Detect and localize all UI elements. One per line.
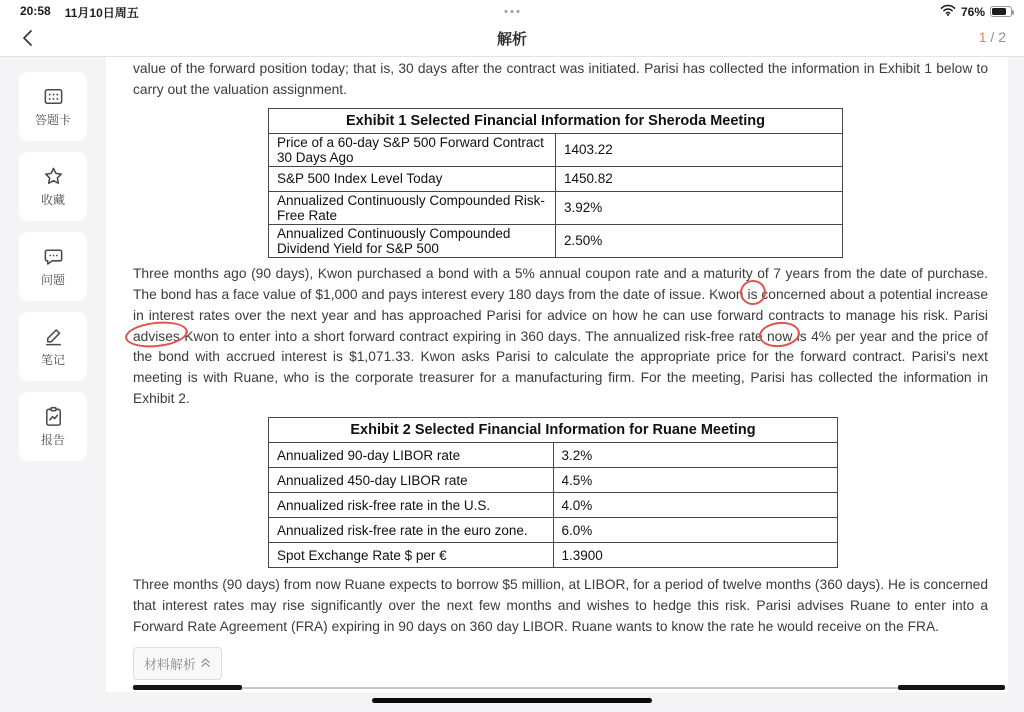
sidebar-item-questions[interactable] [19,232,87,301]
table-row [269,518,838,543]
table-cell-value: 3.92% [556,191,843,224]
table-cell-value: 3.2% [553,443,838,468]
table-cell-value: 1450.82 [556,166,843,191]
table-row [269,133,843,166]
scrollbar-track [133,687,1005,689]
table-row [269,443,838,468]
page-total: 2 [998,29,1006,45]
material-analysis-label: 材料解析 [144,656,197,672]
scrollbar-thumb-right[interactable] [898,685,1005,690]
document-panel [106,57,1008,692]
table-cell-label: Price of a 60-day S&P 500 Forward Contract 30 Days Ago [269,133,556,166]
status-date: 11月10日周五 [64,6,139,20]
sidebar-item-label: 问题 [40,273,65,287]
table-cell-value: 1403.22 [556,133,843,166]
red-circle-annotation: is [747,286,758,302]
sidebar-item-label: 报告 [40,433,65,447]
sidebar-item-label: 笔记 [40,353,65,367]
scrollbar-thumb-left[interactable] [133,685,242,690]
material-analysis-button[interactable] [133,647,222,680]
table-cell-label: Annualized Continuously Compounded Dividend Yield for S&P 500 [269,224,556,257]
intro-paragraph: value of the forward position today; that is, 30 days after the contract was initiated. Parisi has collected the information in Exhibit 1 below to carry out the valuation assignment. [133,61,988,97]
paragraph-kwon [133,264,988,410]
table-row [269,543,838,568]
table-cell-label: Annualized risk-free rate in the U.S. [269,493,554,518]
collapse-up-icon [200,656,211,671]
text-segment: Three months ago (90 days), Kwon purchased a bond with a 5% annual coupon rate and a maturity of 7 years from the date of purchase. The bond has a face value of $1,000 and pays interest every 180 days from the date of issue. Kwon [133,265,988,302]
sidebar-item-notes[interactable] [19,312,87,381]
sidebar-item-answer-card[interactable] [19,72,87,141]
text-segment: concerned about a potential increase in interest rates over the next year and has approached Parisi for advice on how he can use forward contracts to manage his risk. Parisi [133,286,988,323]
table-cell-value: 1.3900 [553,543,838,568]
exhibit-2-table [268,417,838,568]
status-time: 20:58 [20,4,51,18]
pencil-icon [42,325,65,348]
chat-bubble-icon [42,245,65,268]
text-segment: is 4% per year and the price of the bond with accrued interest is $1,071.33. Kwon asks Parisi to calculate the appropriate price for the forward contract. Parisi's next meeting is with Ruane, who is the corporate treasurer for a manufacturing firm. For the meeting, Parisi has collected the information in Exhibit 2. [133,328,988,407]
status-bar [0,4,1024,20]
table-cell-label: Annualized 450-day LIBOR rate [269,468,554,493]
wifi-icon [940,4,956,19]
battery-percent-label: 76% [960,4,985,19]
exhibit-1-table [268,108,843,258]
answer-card-icon [42,85,65,108]
text-segment: Kwon to enter into a short forward contract expiring in 360 days. The annualized risk-free rate [179,328,767,344]
table-row [269,191,843,224]
table-row [269,224,843,257]
multitask-dots-icon [505,10,520,13]
battery-icon [990,6,1012,17]
sidebar-item-label: 收藏 [40,193,65,207]
page-separator: / [986,29,999,45]
sidebar-item-favorites[interactable] [19,152,87,221]
page-indicator [979,29,1006,45]
table-cell-value: 4.5% [553,468,838,493]
table-cell-label: Annualized risk-free rate in the euro zone. [269,518,554,543]
page-current: 1 [978,29,987,45]
top-header [0,0,1024,57]
table-cell-value: 6.0% [553,518,838,543]
paragraph-ruane: Three months (90 days) from now Ruane expects to borrow $5 million, at LIBOR, for a period of twelve months (360 days). He is concerned that interest rates may rise significantly over the next few months and wishes to hedge this risk. Parisi advises Ruane to enter into a Forward Rate Agreement (FRA) expiring in 90 days on 360 day LIBOR. Ruane wants to know the rate he would receive on the FRA. [133,577,988,634]
table-cell-value: 4.0% [553,493,838,518]
star-icon [42,165,65,188]
table-cell-label: S&P 500 Index Level Today [269,166,556,191]
report-clipboard-icon [42,405,65,428]
red-circle-annotation: advises [133,328,180,344]
table-cell-label: Spot Exchange Rate $ per € [269,543,554,568]
home-indicator[interactable] [372,698,652,703]
sidebar-item-report[interactable] [19,392,87,461]
table-cell-value: 2.50% [556,224,843,257]
exhibit-1-title: Exhibit 1 Selected Financial Information for Sheroda Meeting [269,108,843,133]
sidebar [0,57,106,712]
table-cell-label: Annualized Continuously Compounded Risk-Free Rate [269,191,556,224]
sidebar-item-label: 答题卡 [34,113,71,127]
table-row [269,166,843,191]
table-row [269,493,838,518]
exhibit-2-title: Exhibit 2 Selected Financial Information for Ruane Meeting [269,418,838,443]
nav-bar [0,20,1024,56]
red-circle-annotation: now [767,328,793,344]
table-cell-label: Annualized 90-day LIBOR rate [269,443,554,468]
horizontal-scrollbar [133,685,1005,690]
table-row [269,468,838,493]
page-title: 解析 [496,31,527,48]
